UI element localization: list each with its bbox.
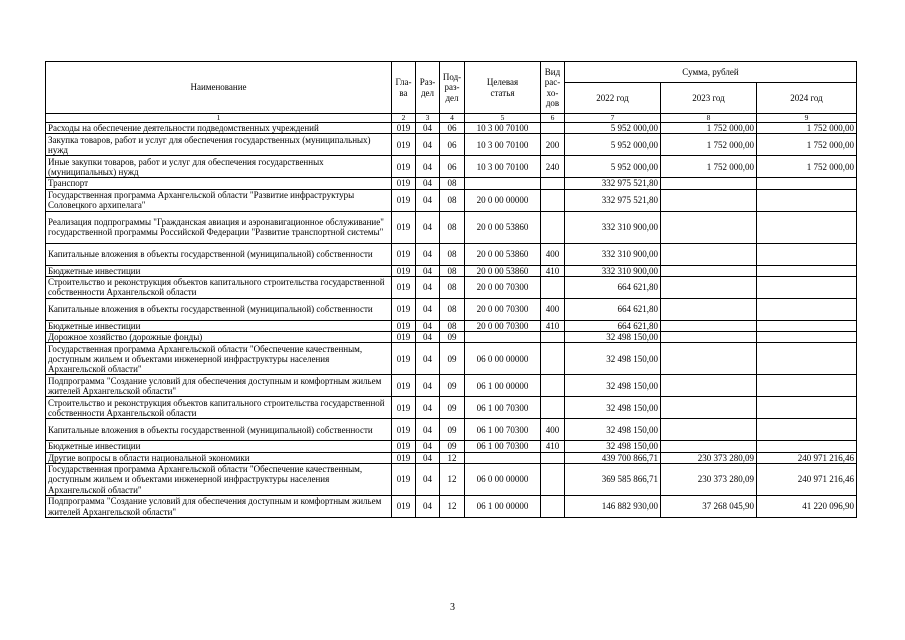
row-sum-2024 xyxy=(757,375,857,397)
row-target: 10 3 00 70100 xyxy=(465,123,541,134)
row-name: Государственная программа Архангельской области "Обеспечение качественным, доступным жильем и объектами инженерной инфраструктуры населения Архангельской области" xyxy=(46,343,392,375)
table-row xyxy=(46,375,857,397)
row-glava: 019 xyxy=(392,189,416,211)
row-razdel: 04 xyxy=(416,243,440,265)
header-2023: 2023 год xyxy=(661,83,757,114)
col-number: 6 xyxy=(541,114,565,123)
row-glava: 019 xyxy=(392,419,416,441)
row-podrazdel: 08 xyxy=(440,178,465,189)
row-target: 10 3 00 70100 xyxy=(465,156,541,178)
row-razdel: 04 xyxy=(416,276,440,298)
row-vid: 400 xyxy=(541,419,565,441)
header-glava: Гла- ва xyxy=(392,62,416,114)
row-sum-2023 xyxy=(661,375,757,397)
row-name: Транспорт xyxy=(46,178,392,189)
header-sum: Сумма, рублей xyxy=(565,62,857,83)
row-podrazdel: 08 xyxy=(440,211,465,243)
row-razdel: 04 xyxy=(416,464,440,496)
col-number: 1 xyxy=(46,114,392,123)
row-name: Подпрограмма "Создание условий для обеспечения доступным и комфортным жильем жителей Архангельской области" xyxy=(46,496,392,518)
row-target: 20 0 00 00000 xyxy=(465,189,541,211)
header-razdel: Раз- дел xyxy=(416,62,440,114)
row-glava: 019 xyxy=(392,123,416,134)
row-sum-2023 xyxy=(661,265,757,276)
row-vid xyxy=(541,211,565,243)
row-sum-2024: 41 220 096,90 xyxy=(757,496,857,518)
row-podrazdel: 06 xyxy=(440,156,465,178)
row-name: Подпрограмма "Создание условий для обеспечения доступным и комфортным жильем жителей Архангельской области" xyxy=(46,375,392,397)
row-sum-2024 xyxy=(757,211,857,243)
row-glava: 019 xyxy=(392,343,416,375)
row-sum-2024 xyxy=(757,178,857,189)
row-glava: 019 xyxy=(392,496,416,518)
row-glava: 019 xyxy=(392,320,416,331)
row-glava: 019 xyxy=(392,276,416,298)
row-sum-2023 xyxy=(661,243,757,265)
table-row xyxy=(46,156,857,178)
row-vid xyxy=(541,464,565,496)
row-sum-2023 xyxy=(661,276,757,298)
col-number: 3 xyxy=(416,114,440,123)
table-row xyxy=(46,178,857,189)
row-name: Иные закупки товаров, работ и услуг для обеспечения государственных (муниципальных) нужд xyxy=(46,156,392,178)
row-razdel: 04 xyxy=(416,298,440,320)
table-row xyxy=(46,123,857,134)
row-sum-2024 xyxy=(757,265,857,276)
row-sum-2024: 240 971 216,46 xyxy=(757,452,857,463)
table-body xyxy=(46,123,857,518)
row-sum-2022: 146 882 930,00 xyxy=(565,496,661,518)
row-sum-2024: 1 752 000,00 xyxy=(757,156,857,178)
row-razdel: 04 xyxy=(416,134,440,156)
row-name: Капитальные вложения в объекты государственной (муниципальной) собственности xyxy=(46,243,392,265)
row-sum-2022: 664 621,80 xyxy=(565,276,661,298)
row-sum-2024 xyxy=(757,298,857,320)
row-podrazdel: 08 xyxy=(440,243,465,265)
row-sum-2024 xyxy=(757,243,857,265)
row-vid xyxy=(541,189,565,211)
row-podrazdel: 09 xyxy=(440,397,465,419)
header-vid: Вид рас- хо- дов xyxy=(541,62,565,114)
row-sum-2024 xyxy=(757,441,857,452)
row-podrazdel: 12 xyxy=(440,452,465,463)
row-podrazdel: 08 xyxy=(440,276,465,298)
row-vid: 410 xyxy=(541,320,565,331)
table-row xyxy=(46,298,857,320)
row-sum-2023 xyxy=(661,419,757,441)
row-sum-2023: 1 752 000,00 xyxy=(661,123,757,134)
row-sum-2023 xyxy=(661,343,757,375)
row-glava: 019 xyxy=(392,441,416,452)
row-name: Бюджетные инвестиции xyxy=(46,320,392,331)
row-target xyxy=(465,452,541,463)
row-sum-2024: 240 971 216,46 xyxy=(757,464,857,496)
row-vid: 410 xyxy=(541,441,565,452)
row-sum-2022: 32 498 150,00 xyxy=(565,343,661,375)
row-glava: 019 xyxy=(392,332,416,343)
row-sum-2022: 32 498 150,00 xyxy=(565,397,661,419)
header-2022: 2022 год xyxy=(565,83,661,114)
row-sum-2023: 230 373 280,09 xyxy=(661,452,757,463)
row-sum-2022: 32 498 150,00 xyxy=(565,375,661,397)
row-podrazdel: 06 xyxy=(440,134,465,156)
row-podrazdel: 08 xyxy=(440,189,465,211)
row-target xyxy=(465,178,541,189)
row-sum-2022: 32 498 150,00 xyxy=(565,441,661,452)
row-target: 06 1 00 00000 xyxy=(465,375,541,397)
row-sum-2023 xyxy=(661,397,757,419)
row-name: Капитальные вложения в объекты государственной (муниципальной) собственности xyxy=(46,419,392,441)
row-sum-2022: 369 585 866,71 xyxy=(565,464,661,496)
row-vid xyxy=(541,375,565,397)
row-podrazdel: 09 xyxy=(440,419,465,441)
row-vid xyxy=(541,123,565,134)
row-podrazdel: 09 xyxy=(440,441,465,452)
row-razdel: 04 xyxy=(416,375,440,397)
row-podrazdel: 12 xyxy=(440,464,465,496)
row-target: 20 0 00 53860 xyxy=(465,211,541,243)
col-number: 4 xyxy=(440,114,465,123)
row-sum-2022: 332 310 900,00 xyxy=(565,265,661,276)
row-podrazdel: 08 xyxy=(440,298,465,320)
row-target: 06 1 00 70300 xyxy=(465,441,541,452)
row-razdel: 04 xyxy=(416,123,440,134)
row-glava: 019 xyxy=(392,156,416,178)
row-name: Дорожное хозяйство (дорожные фонды) xyxy=(46,332,392,343)
row-name: Строительство и реконструкция объектов капитального строительства государственной собственности Архангельской области xyxy=(46,397,392,419)
row-name: Другие вопросы в области национальной экономики xyxy=(46,452,392,463)
table-row xyxy=(46,397,857,419)
row-sum-2023: 37 268 045,90 xyxy=(661,496,757,518)
row-sum-2023: 1 752 000,00 xyxy=(661,134,757,156)
row-sum-2022: 32 498 150,00 xyxy=(565,332,661,343)
row-vid xyxy=(541,452,565,463)
row-sum-2024 xyxy=(757,343,857,375)
row-podrazdel: 09 xyxy=(440,375,465,397)
table-row xyxy=(46,320,857,331)
row-vid xyxy=(541,332,565,343)
row-sum-2023 xyxy=(661,332,757,343)
col-number: 2 xyxy=(392,114,416,123)
row-sum-2024: 1 752 000,00 xyxy=(757,134,857,156)
row-podrazdel: 09 xyxy=(440,332,465,343)
table-row xyxy=(46,276,857,298)
row-name: Бюджетные инвестиции xyxy=(46,265,392,276)
row-sum-2024 xyxy=(757,320,857,331)
row-vid xyxy=(541,496,565,518)
row-sum-2022: 5 952 000,00 xyxy=(565,123,661,134)
row-vid: 400 xyxy=(541,298,565,320)
row-glava: 019 xyxy=(392,375,416,397)
header-podrazdel: Под- раз- дел xyxy=(440,62,465,114)
row-glava: 019 xyxy=(392,243,416,265)
row-sum-2022: 5 952 000,00 xyxy=(565,134,661,156)
row-sum-2024: 1 752 000,00 xyxy=(757,123,857,134)
row-vid xyxy=(541,343,565,375)
row-razdel: 04 xyxy=(416,397,440,419)
header-2024: 2024 год xyxy=(757,83,857,114)
row-name: Расходы на обеспечение деятельности подведомственных учреждений xyxy=(46,123,392,134)
table-row xyxy=(46,464,857,496)
row-sum-2022: 439 700 866,71 xyxy=(565,452,661,463)
row-glava: 019 xyxy=(392,452,416,463)
row-target: 20 0 00 70300 xyxy=(465,320,541,331)
row-sum-2024 xyxy=(757,276,857,298)
row-target: 20 0 00 70300 xyxy=(465,298,541,320)
row-sum-2022: 5 952 000,00 xyxy=(565,156,661,178)
row-sum-2023 xyxy=(661,211,757,243)
row-name: Реализация подпрограммы "Гражданская авиация и аэронавигационное обслуживание" государственной программы Российской Федерации "Развитие транспортной системы" xyxy=(46,211,392,243)
row-razdel: 04 xyxy=(416,156,440,178)
row-podrazdel: 12 xyxy=(440,496,465,518)
row-razdel: 04 xyxy=(416,178,440,189)
table-row xyxy=(46,496,857,518)
row-sum-2024 xyxy=(757,189,857,211)
table-row xyxy=(46,189,857,211)
row-vid: 410 xyxy=(541,265,565,276)
row-sum-2022: 332 310 900,00 xyxy=(565,243,661,265)
table-row xyxy=(46,211,857,243)
row-razdel: 04 xyxy=(416,211,440,243)
row-name: Закупка товаров, работ и услуг для обеспечения государственных (муниципальных) нужд xyxy=(46,134,392,156)
row-glava: 019 xyxy=(392,464,416,496)
row-glava: 019 xyxy=(392,298,416,320)
row-target: 06 1 00 70300 xyxy=(465,397,541,419)
row-razdel: 04 xyxy=(416,332,440,343)
row-razdel: 04 xyxy=(416,320,440,331)
row-name: Капитальные вложения в объекты государственной (муниципальной) собственности xyxy=(46,298,392,320)
table-row xyxy=(46,343,857,375)
row-vid xyxy=(541,276,565,298)
row-name: Строительство и реконструкция объектов капитального строительства государственной собственности Архангельской области xyxy=(46,276,392,298)
table-row xyxy=(46,419,857,441)
header-target: Целевая статья xyxy=(465,62,541,114)
row-razdel: 04 xyxy=(416,189,440,211)
row-sum-2022: 332 975 521,80 xyxy=(565,189,661,211)
row-sum-2022: 332 310 900,00 xyxy=(565,211,661,243)
row-target: 10 3 00 70100 xyxy=(465,134,541,156)
table-row xyxy=(46,332,857,343)
row-vid: 400 xyxy=(541,243,565,265)
row-target: 20 0 00 53860 xyxy=(465,243,541,265)
row-glava: 019 xyxy=(392,397,416,419)
table-row xyxy=(46,441,857,452)
col-number: 5 xyxy=(465,114,541,123)
page-number: 3 xyxy=(450,602,455,613)
col-number: 9 xyxy=(757,114,857,123)
row-razdel: 04 xyxy=(416,265,440,276)
row-vid: 240 xyxy=(541,156,565,178)
row-podrazdel: 06 xyxy=(440,123,465,134)
row-glava: 019 xyxy=(392,178,416,189)
row-sum-2023: 230 373 280,09 xyxy=(661,464,757,496)
col-number: 8 xyxy=(661,114,757,123)
row-name: Государственная программа Архангельской области "Развитие инфраструктуры Соловецкого архипелага" xyxy=(46,189,392,211)
budget-table xyxy=(45,61,857,518)
row-podrazdel: 09 xyxy=(440,343,465,375)
row-razdel: 04 xyxy=(416,343,440,375)
table-row xyxy=(46,265,857,276)
row-glava: 019 xyxy=(392,265,416,276)
row-sum-2022: 332 975 521,80 xyxy=(565,178,661,189)
row-razdel: 04 xyxy=(416,419,440,441)
row-glava: 019 xyxy=(392,211,416,243)
row-sum-2022: 664 621,80 xyxy=(565,320,661,331)
row-target: 20 0 00 70300 xyxy=(465,276,541,298)
row-vid xyxy=(541,397,565,419)
row-vid xyxy=(541,178,565,189)
row-target: 06 0 00 00000 xyxy=(465,464,541,496)
row-target: 20 0 00 53860 xyxy=(465,265,541,276)
row-vid: 200 xyxy=(541,134,565,156)
table-row xyxy=(46,243,857,265)
row-podrazdel: 08 xyxy=(440,265,465,276)
row-sum-2022: 664 621,80 xyxy=(565,298,661,320)
table-row xyxy=(46,134,857,156)
row-target: 06 1 00 70300 xyxy=(465,419,541,441)
row-sum-2024 xyxy=(757,397,857,419)
row-name: Государственная программа Архангельской области "Обеспечение качественным, доступным жильем и объектами инженерной инфраструктуры населения Архангельской области" xyxy=(46,464,392,496)
row-name: Бюджетные инвестиции xyxy=(46,441,392,452)
row-sum-2023 xyxy=(661,189,757,211)
column-number-row xyxy=(46,114,857,123)
row-razdel: 04 xyxy=(416,496,440,518)
row-target xyxy=(465,332,541,343)
row-sum-2023 xyxy=(661,441,757,452)
row-target: 06 0 00 00000 xyxy=(465,343,541,375)
row-sum-2023: 1 752 000,00 xyxy=(661,156,757,178)
row-podrazdel: 08 xyxy=(440,320,465,331)
row-razdel: 04 xyxy=(416,452,440,463)
row-sum-2023 xyxy=(661,298,757,320)
row-sum-2023 xyxy=(661,178,757,189)
row-razdel: 04 xyxy=(416,441,440,452)
row-sum-2024 xyxy=(757,419,857,441)
header-name: Наименование xyxy=(46,62,392,114)
header-row xyxy=(46,62,857,83)
row-sum-2022: 32 498 150,00 xyxy=(565,419,661,441)
table-row xyxy=(46,452,857,463)
col-number: 7 xyxy=(565,114,661,123)
row-target: 06 1 00 00000 xyxy=(465,496,541,518)
row-sum-2023 xyxy=(661,320,757,331)
row-sum-2024 xyxy=(757,332,857,343)
row-glava: 019 xyxy=(392,134,416,156)
